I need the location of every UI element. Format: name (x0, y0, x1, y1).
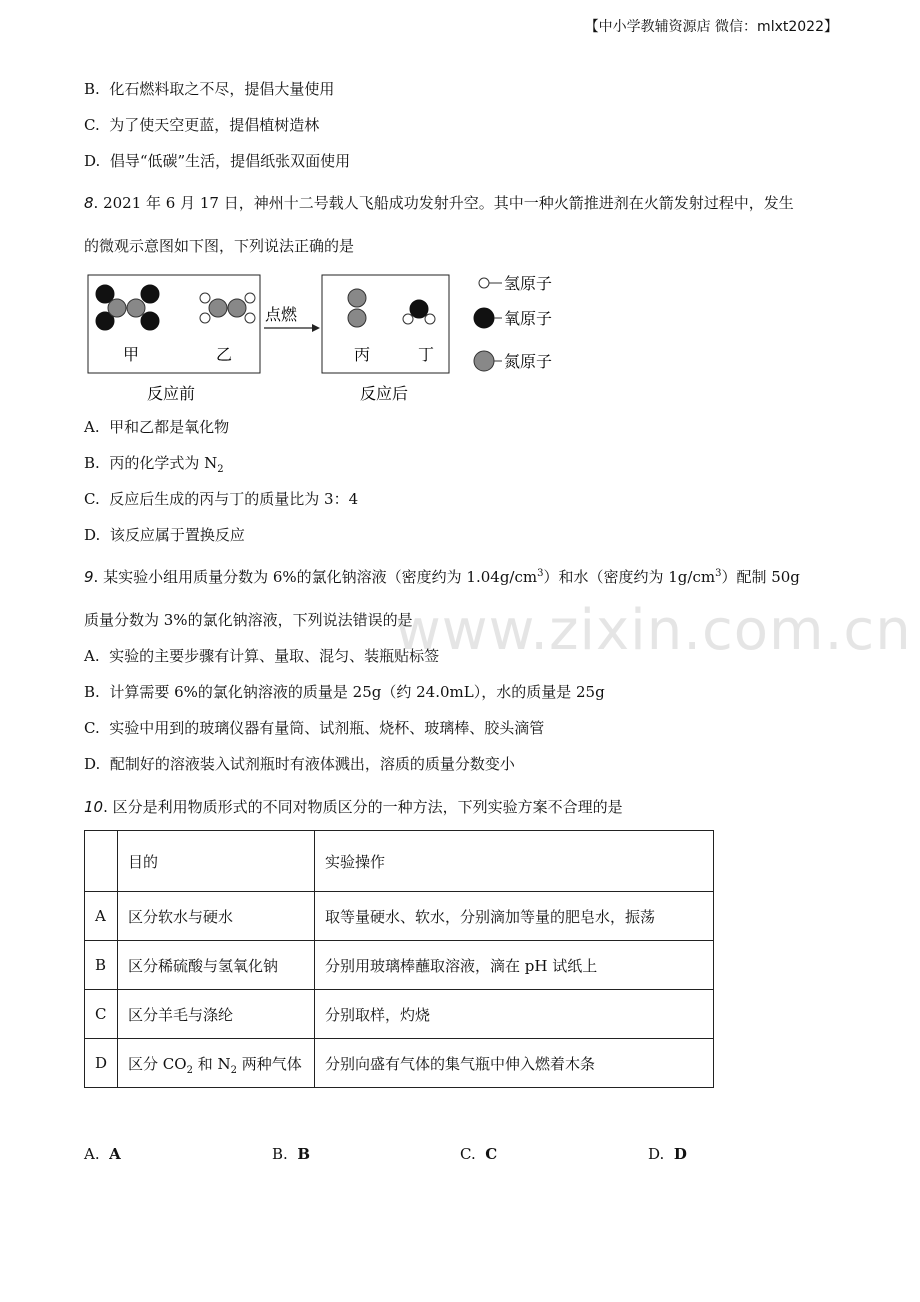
question-number: 8 (84, 194, 94, 212)
option-text: 化石燃料取之不尽，提倡大量使用 (109, 80, 335, 98)
table-row (85, 1039, 714, 1088)
option-label: C. (84, 116, 100, 134)
label-yi: 乙 (216, 345, 233, 364)
prev-option-b (84, 79, 334, 99)
prev-option-c (84, 115, 319, 135)
molecule-ding (403, 300, 435, 324)
row-operation: 分别向盛有气体的集气瓶中伸入燃着木条 (315, 1039, 714, 1088)
q9-stem-line1: 9. 某实验小组用质量分数为 6%的氯化钠溶液（密度约为 $1.04g/cm^3$）和水（密度约为 $1g/cm^3$）配制 50g (84, 568, 800, 586)
molecule-bing (348, 289, 366, 327)
legend-hydrogen (479, 274, 552, 293)
header-cell: 实验操作 (315, 831, 714, 892)
svg-text:氧原子: 氧原子 (504, 309, 553, 328)
row-key: D (85, 1039, 118, 1088)
legend-nitrogen (474, 351, 552, 371)
label-jia: 甲 (123, 345, 140, 364)
answer-a: A. A (84, 1145, 121, 1163)
caption-before: 反应前 (147, 384, 196, 403)
row-operation: 取等量硬水、软水，分别滴加等量的肥皂水，振荡 (315, 892, 714, 941)
molecule-jia (96, 285, 159, 330)
row-purpose: 区分软水与硬水 (118, 892, 315, 941)
row-purpose: 区分稀硫酸与氢氧化钠 (118, 941, 315, 990)
q9-option-c: C. 实验中用到的玻璃仪器有量筒、试剂瓶、烧杯、玻璃棒、胶头滴管 (84, 719, 545, 737)
row-purpose: 区分羊毛与涤纶 (118, 990, 315, 1039)
row-key: B (85, 941, 118, 990)
option-label: D. (84, 152, 101, 170)
answer-b: B. B (272, 1145, 311, 1163)
row-operation: 分别用玻璃棒蘸取溶液，滴在 pH 试纸上 (315, 941, 714, 990)
header-cell: 目的 (118, 831, 315, 892)
q8-option-c: C. 反应后生成的丙与丁的质量比为 3：4 (84, 490, 359, 508)
table-row (85, 990, 714, 1039)
row-key: C (85, 990, 118, 1039)
question-number: 9 (84, 568, 94, 586)
option-text: 倡导“低碳”生活，提倡纸张双面使用 (109, 152, 351, 170)
svg-text:氮原子: 氮原子 (504, 352, 553, 371)
q8-stem-text: . 2021 年 6 月 17 日，神州十二号载人飞船成功发射升空。其中一种火箭推进剂在火箭发射过程中，发生 (93, 194, 794, 212)
table-row (85, 941, 714, 990)
page-header: 【中小学教辅资源店 微信：mlxt2022】 (584, 19, 838, 35)
q10-stem: 10. 区分是利用物质形式的不同对物质区分的一种方法，下列实验方案不合理的是 (84, 798, 623, 816)
answer-d: D. D (648, 1145, 687, 1163)
option-label: B. (84, 80, 100, 98)
legend-oxygen (474, 308, 552, 328)
q8-stem-line1 (84, 193, 794, 213)
q9-option-d: D. 配制好的溶液装入试剂瓶时有液体溅出，溶质的质量分数变小 (84, 755, 515, 773)
watermark: www.zixin.com.cn (395, 598, 912, 663)
table-header-row (85, 831, 714, 892)
q9-stem-line2: 质量分数为 3%的氯化钠溶液，下列说法错误的是 (84, 611, 413, 629)
row-purpose: 区分 $CO_2$ 和 $N_2$ 两种气体 (118, 1039, 315, 1088)
prev-option-d (84, 151, 350, 171)
label-ding: 丁 (418, 345, 435, 364)
table-row (85, 892, 714, 941)
header-cell (85, 831, 118, 892)
label-bing: 丙 (354, 345, 371, 364)
q8-option-b: B. 丙的化学式为 $N_2$ (84, 454, 224, 475)
caption-after: 反应后 (360, 384, 409, 403)
svg-text:氢原子: 氢原子 (504, 274, 553, 293)
molecule-yi (200, 293, 255, 323)
q9-option-a: A. 实验的主要步骤有计算、量取、混匀、装瓶贴标签 (84, 647, 440, 665)
row-operation: 分别取样，灼烧 (315, 990, 714, 1039)
q8-stem-line2: 的微观示意图如下图，下列说法正确的是 (84, 237, 355, 255)
row-key: A (85, 892, 118, 941)
q10-table (84, 830, 714, 1088)
option-text: 为了使天空更蓝，提倡植树造林 (109, 116, 320, 134)
q9-option-b: B. 计算需要 6%的氯化钠溶液的质量是 25g（约 24.0mL），水的质量是 25g (84, 683, 605, 701)
q8-option-d: D. 该反应属于置换反应 (84, 526, 245, 544)
arrow-head-icon (312, 324, 320, 332)
q8-reaction-diagram (84, 270, 584, 410)
q8-option-a: A. 甲和乙都是氧化物 (84, 418, 230, 436)
question-number: 10 (84, 798, 104, 816)
arrow-label: 点燃 (265, 305, 298, 324)
answer-c: C. C (460, 1145, 498, 1163)
